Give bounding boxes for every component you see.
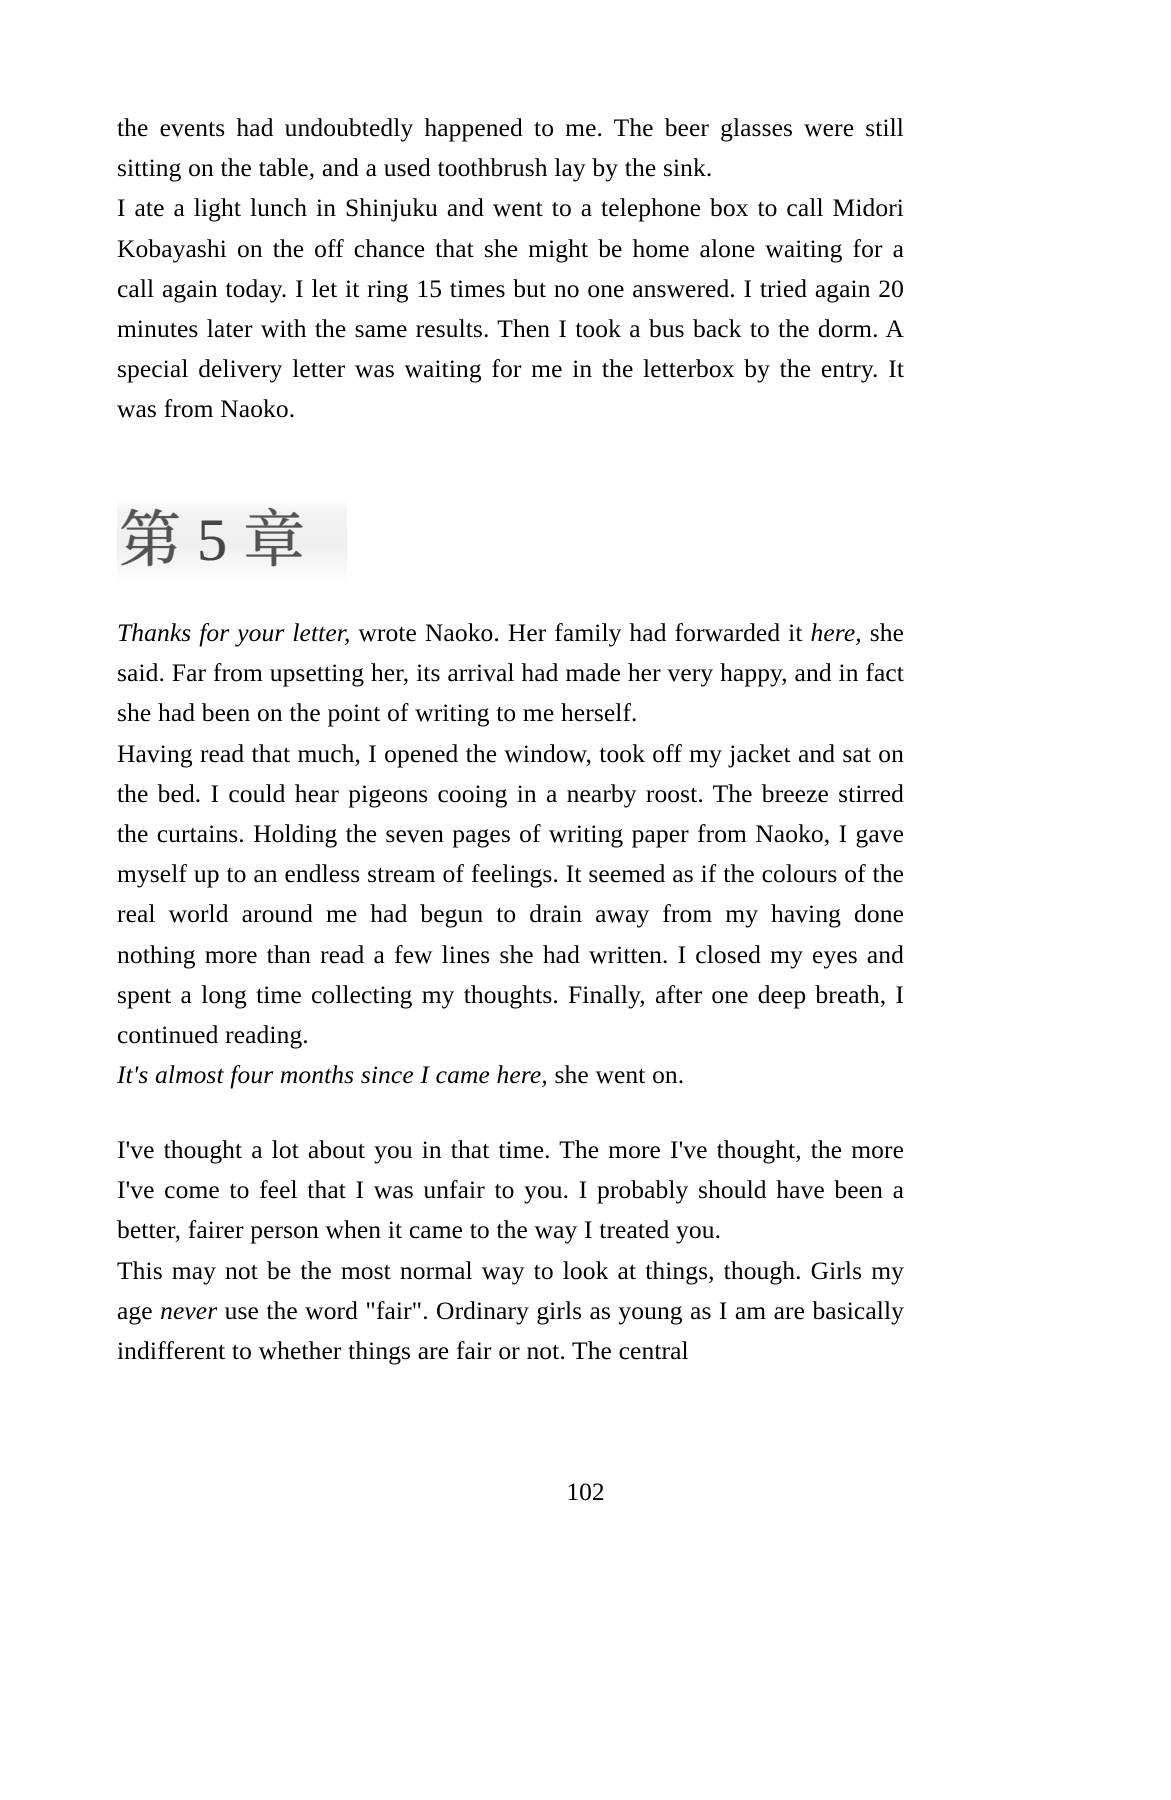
roman-fair-sentence: use the word "fair". Ordinary girls as young as I am are basically indifferent to whether things are fair or not. The central [117, 1295, 904, 1366]
paragraph-four-months [117, 1055, 904, 1095]
italic-its-almost-four-months: It's almost four months since I came here, [117, 1060, 548, 1090]
roman-she-went-on: she went on. [547, 1060, 685, 1090]
roman-this-may-not-be: This may not be the most normal way to look at things, though. Girls my age [117, 1255, 904, 1325]
roman-wrote-naoko: wrote Naoko. Her family had forwarded it [350, 618, 811, 647]
roman-she-said: she said. Far from upsetting her, its arrival had made her very happy, and in fact she had been on the point of writing to me herself. [117, 618, 905, 728]
chapter-number: 5 [197, 507, 228, 573]
paragraph-shinjuku: I ate a light lunch in Shinjuku and went to a telephone box to call Midori Kobayashi on the off chance that she might be home alone waiting for a call again today. I let it ring 15 times but no one answered. I tried again 20 minutes later with the same results. Then I took a bus back to the dorm. A special delivery letter was waiting for me in the letterbox by the entry. It was from Naoko. [117, 193, 904, 424]
paragraph-naoko-letter [117, 613, 904, 734]
paragraph-ive-thought: I've thought a lot about you in that time. The more I've thought, the more I've come to feel that I was unfair to you. I probably should have been a better, fairer person when it came to the way I treated you. [117, 1135, 904, 1245]
italic-here: here, [810, 618, 862, 647]
page-number: 102 [566, 1477, 605, 1506]
chapter-heading-scan [117, 497, 347, 583]
italic-thanks-for-your-letter: Thanks for your letter, [117, 618, 351, 647]
text-block-top [117, 108, 904, 430]
chapter-heading [117, 497, 347, 583]
paragraph-having-read: Having read that much, I opened the window, took off my jacket and sat on the bed. I could hear pigeons cooing in a nearby roost. The breeze stirred the curtains. Holding the seven pages of writing paper from Naoko, I gave myself up to an endless stream of feelings. It seemed as if the colours of the real world around me had begun to drain away from my having done nothing more than read a few lines she had written. I closed my eyes and spent a long time collecting my thoughts. Finally, after one deep breath, I continued reading. [117, 738, 904, 1050]
chapter-kanji-dai: 第 [119, 503, 182, 576]
paragraph-this-may-not-be [117, 1251, 904, 1372]
text-block-middle [117, 613, 904, 1095]
text-block-bottom [117, 1130, 904, 1371]
italic-never: never [160, 1295, 218, 1325]
chapter-kanji-sho: 章 [243, 503, 306, 576]
paragraph-continuation: the events had undoubtedly happened to me. The beer glasses were still sitting on the table, and a used toothbrush lay by the sink. [117, 113, 904, 183]
